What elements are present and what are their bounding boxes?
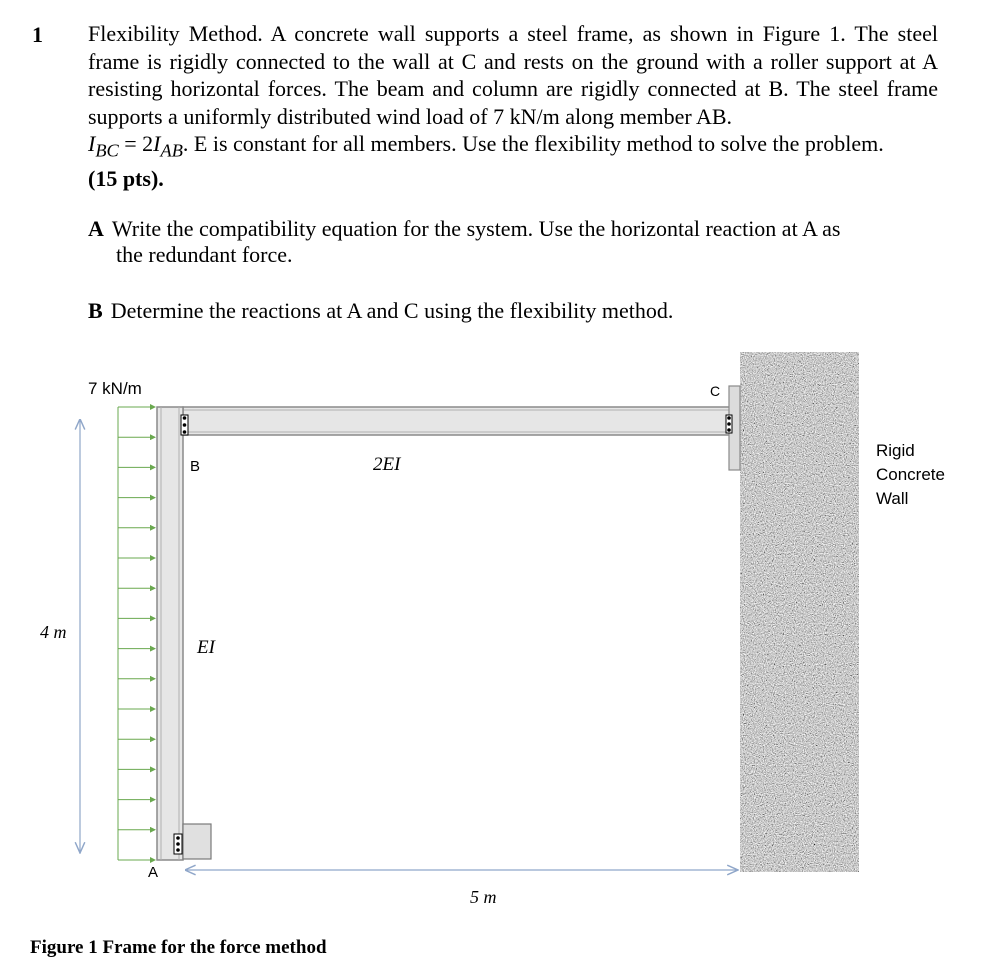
column-stiffness-label: EI (197, 637, 215, 658)
node-c-label: C (710, 383, 721, 399)
problem-text: Flexibility Method. A concrete wall supports a steel frame, as shown in Figure 1. The steel frame is rigidly connected to the wall at C and rests on the ground with a roller support at A resisting horizontal forces. The beam and column are rigidly connected at B. The steel frame supports a uniformly distributed wind load of 7 kN/m along member AB. (88, 21, 938, 129)
beam-bc (183, 407, 735, 435)
part-b-text: Determine the reactions at A and C using the flexibility method. (110, 298, 674, 323)
bolts-c-icon (726, 415, 732, 433)
wall-label-wall: Wall (876, 489, 909, 508)
distributed-load (118, 407, 155, 860)
bolts-b-icon (181, 415, 188, 435)
roller-bolts-icon (174, 834, 182, 854)
wall-label-rigid: Rigid (876, 441, 915, 460)
figure-caption: Figure 1 Frame for the force method (30, 937, 327, 958)
load-label: 7 kN/m (88, 379, 142, 398)
part-b-label: B (88, 298, 103, 323)
beam-stiffness-label: 2EI (373, 454, 401, 475)
part-a (88, 216, 928, 268)
inertia-relation: $I_{BC} = 2I_{AB}$. E is constant for all members. Use the flexibility method to solve the problem. (88, 131, 884, 161)
part-a-continuation: the redundant force. (116, 242, 293, 267)
question-number: 1 (32, 22, 43, 47)
part-a-label: A (88, 216, 104, 241)
concrete-wall (740, 352, 859, 872)
node-a-label: A (148, 864, 159, 881)
height-label: 4 m (40, 622, 67, 642)
problem-text-end: . E is constant for all members. Use the flexibility method to solve the problem. (182, 131, 884, 156)
frame-figure (0, 340, 1005, 930)
part-a-text: Write the compatibility equation for the system. Use the horizontal reaction at A as (111, 216, 841, 241)
points: (15 pts). (88, 165, 164, 191)
node-b-label: B (190, 458, 201, 475)
wall-label-concrete: Concrete (876, 465, 945, 484)
span-label: 5 m (470, 887, 497, 907)
roller-support-a (183, 824, 211, 859)
part-b (88, 298, 928, 324)
problem-statement (88, 20, 938, 192)
